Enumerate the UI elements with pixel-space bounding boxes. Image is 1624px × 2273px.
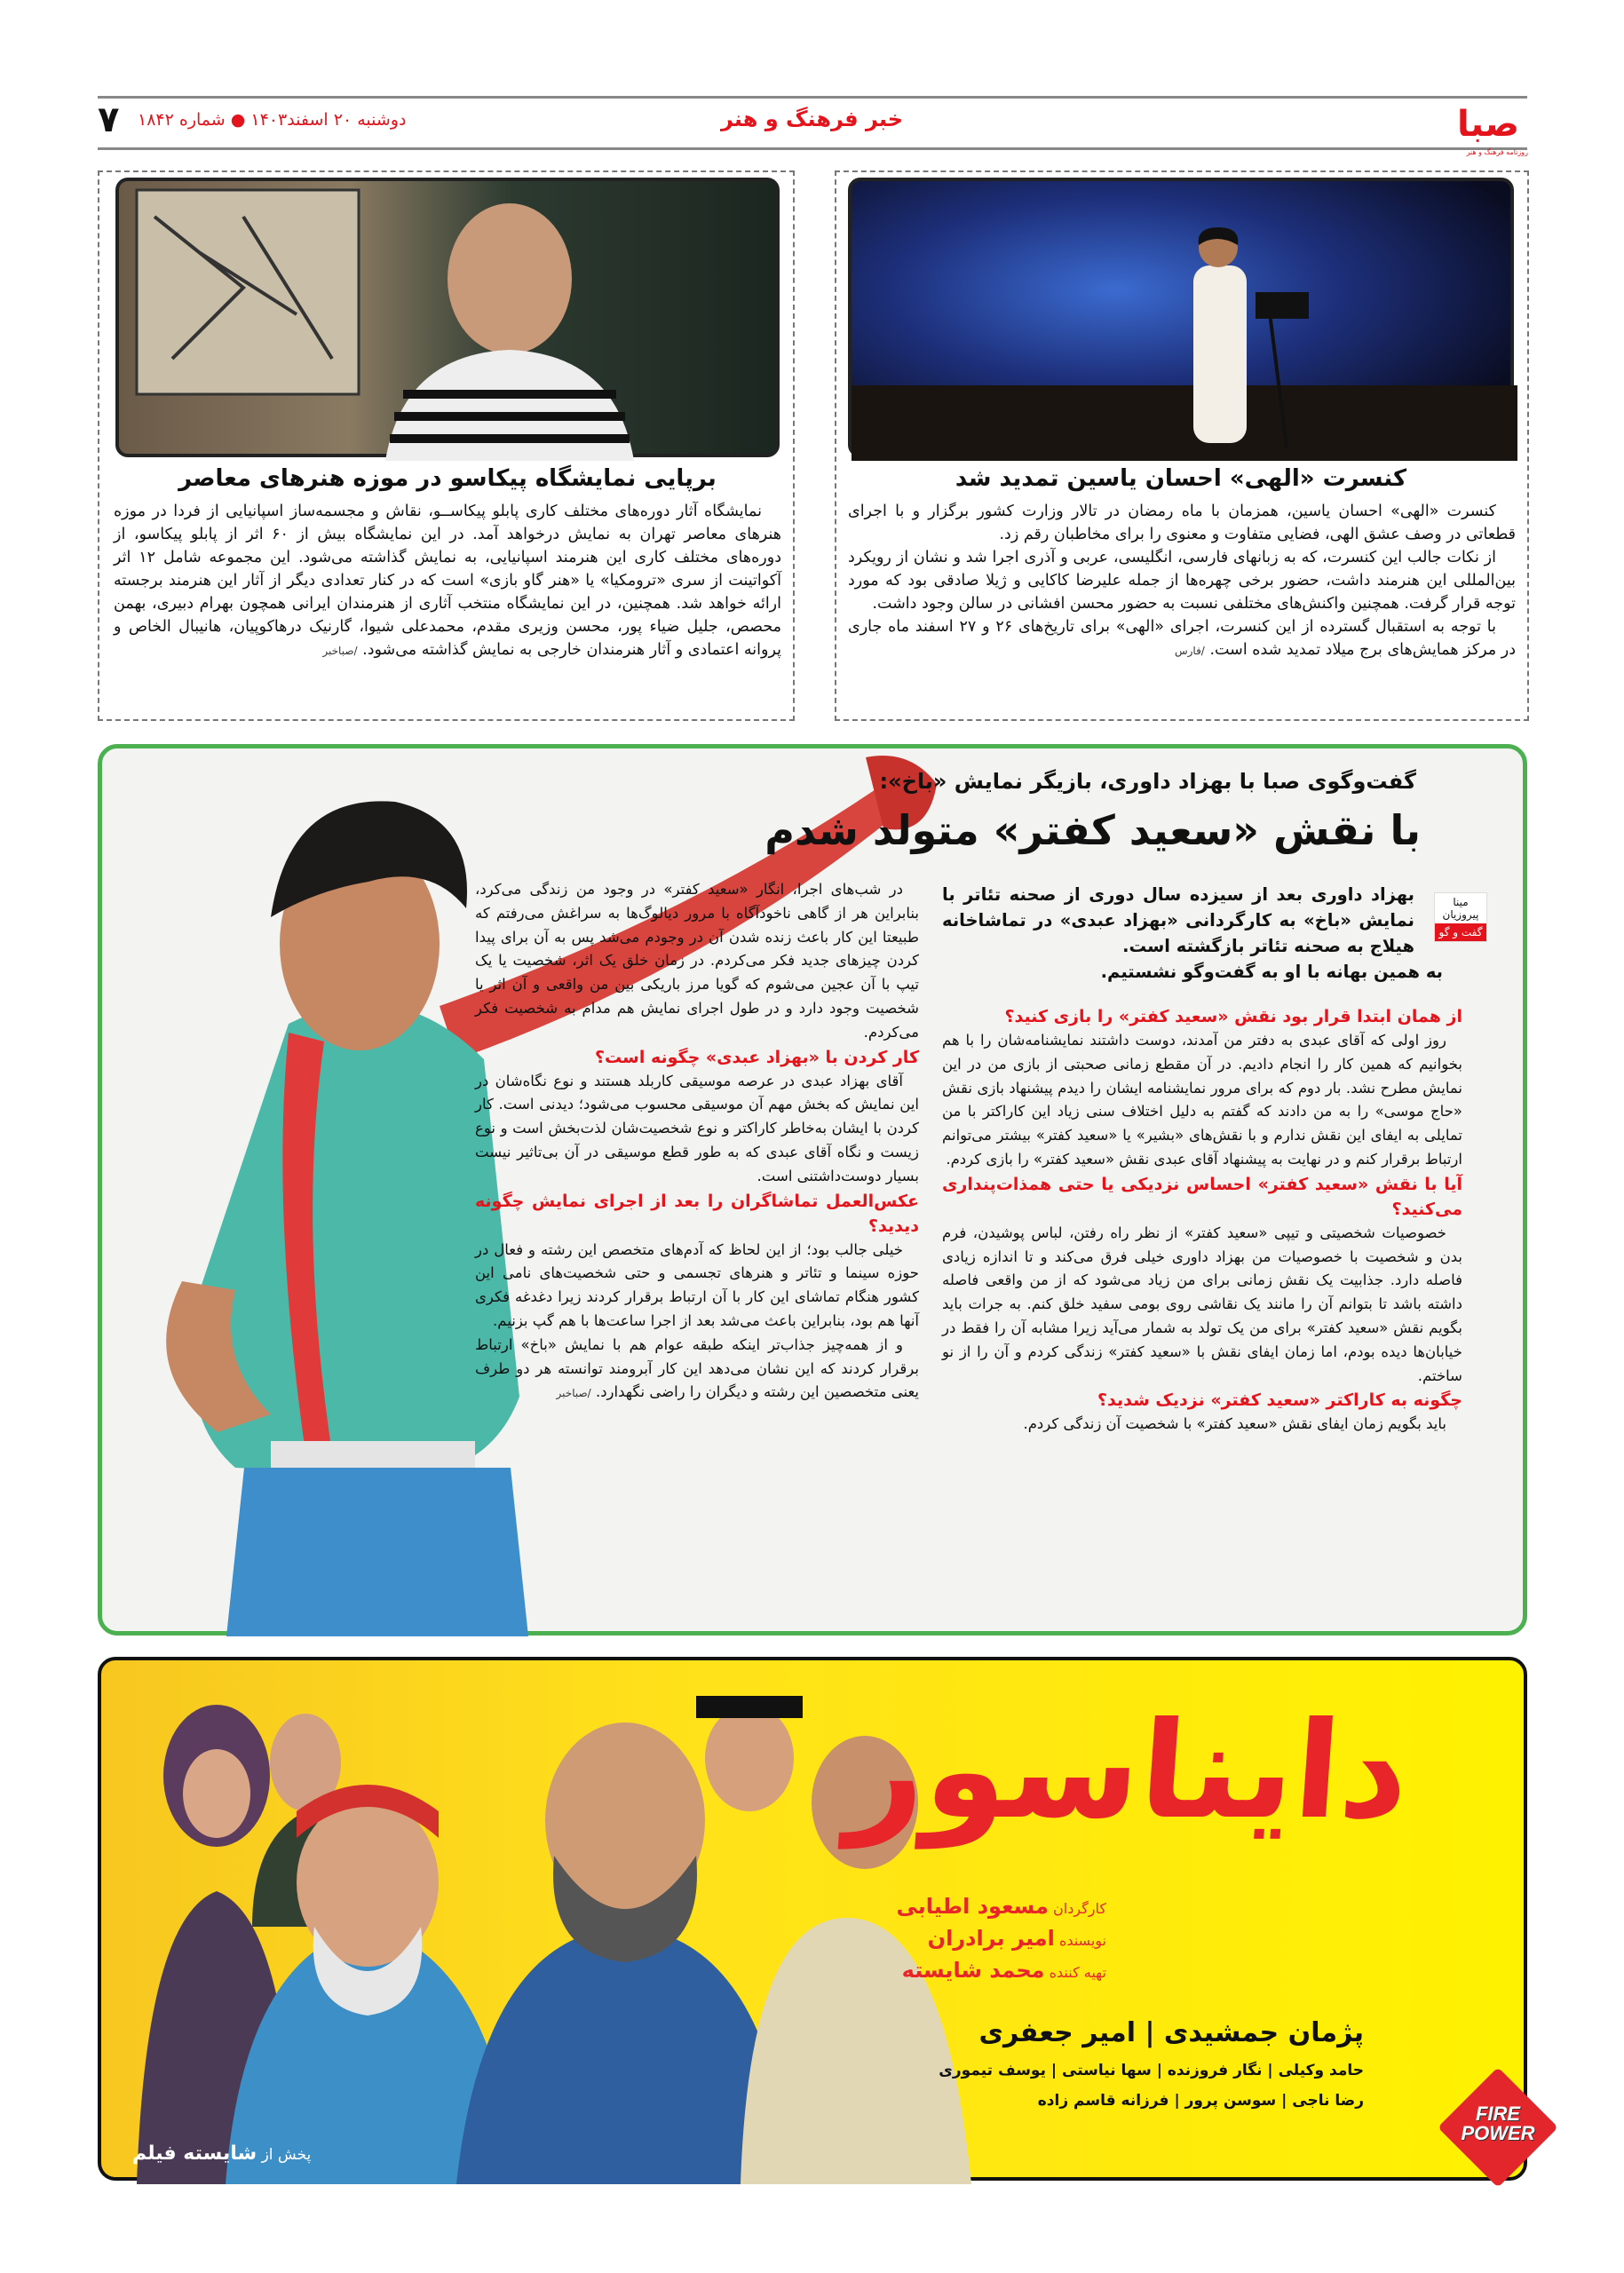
producer-credit: تهیه کننده محمد شایسته: [901, 1958, 1106, 1983]
concert-body: کنسرت «الهی» احسان یاسین، همزمان با ماه رمضان در تالار وزارت کشور برگزار و با اجرای قطعاتی در وصف عشق الهی، فضایی متفاوت و معنوی را برای مخاطبان رقم زد. از نکات جالب این کنسرت، که به زبانهای فارسی، انگلیسی، عربی و آذری اجرا شد و نشان از رویکرد بین‌المللی این هنرمند داشت، حضور برخی چهره‌ها از جمله علیرضا کاکایی و ژیلا صادقی بود که مورد توجه قرار گرفت. همچنین واکنش‌های مختلفی نسبت به حضور محسن افشانی در سالن وجود داشت. با توجه به استقبال گسترده از این کنسرت، اجرای «الهی» برای تاریخ‌های ۲۶ و ۲۷ اسفند ماه جاری در مرکز همایش‌های برج میلاد تمدید شده است. /فارس: [848, 503, 1516, 659]
answer: و از همه‌چیز جذاب‌تر اینکه طبقه عوام هم با نمایش «باخ» ارتباط برقرار کردند که این نشان می‌دهد این کار آبرومند توانسته هر دو طرف یعنی متخصصین این رشته و دیگران را راضی نگهدارد.: [475, 1335, 919, 1401]
interview-column-right: [942, 1004, 1462, 1437]
question: کار کردن با «بهزاد عبدی» چگونه است؟: [595, 1047, 919, 1067]
answer: خصوصیات شخصیتی و تیپی «سعید کفتر» از نظر راه رفتن، لباس پوشیدن، فرم بدن و شخصیت با خصوصیات من بهزاد داوری خیلی فرق می‌کند و تا اندازه زیادی فاصله دارد. جذابیت یک نقش زمانی برای من زیاد می‌شود که از من واقعی فاصله داشته باشد تا بتوانم آن را مانند یک نقاشی روی بومی سفید خلق کنم. به جرات باید بگویم نقش «سعید کفتر» برای من یک تولد به شمار می‌آید زیرا مشابه آن را فقط در خیابان‌ها دیده بودم، اما زمان ایفای نقش با «سعید کفتر» زندگی کردم و آن را از نو ساختم.: [942, 1224, 1462, 1384]
answer: خیلی جالب بود؛ از این لحاظ که آدم‌های متخصص این رشته و فعال در حوزه سینما و تئاتر و هنرهای تجسمی و حتی شخصیت‌های نامی این کشور هنگام تماشای این کار با آن ارتباط برقرار کردند زیرا دغدغه فکری آنها هم بود، بنابراین باعث می‌شد بعد از اجرا ساعت‌ها با هم گپ بزنیم.: [475, 1240, 919, 1329]
question: عکس‌العمل تماشاگران را بعد از اجرای نمایش چگونه دیدید؟: [475, 1191, 919, 1236]
singer-illustration: [852, 181, 1517, 461]
interview-lead-continued: به همین بهانه با او به گفت‌وگو نشستیم.: [1100, 962, 1443, 982]
source-credit: /صباخبر: [322, 645, 358, 657]
picasso-photo: [115, 178, 780, 457]
picasso-body: نمایشگاه آثار دوره‌های مختلف کاری پابلو پیکاســو، نقاش و مجسمه‌ساز اسپانیایی از فردا در موزه هنرهای معاصر تهران به نمایش درخواهد آمد. در این نمایشگاه بیش از ۶۰ اثر از پابلو پیکاسو، از دوره‌های مختلف کاری این هنرمند اسپانیایی، به نمایش گذاشته می‌شود. این مجموعه شامل ۱۲ اثر آکواتینت از سری «ترومکیا» یا «هنر گاو بازی» است که در کنار تعدادی دیگر از آثار این هنرمند برجسته ارائه خواهد شد. همچنین، در این نمایشگاه منتخب آثاری از هنرمندان ایرانی همچون بهرام دبیری، بهمن محصص، جلیل ضیاء پور، محسن وزیری مقدم، محمدعلی شیوا، گارنیک درهاکوپیان، هانیبال الخاص و پروانه اعتمادی و آثار هنرمندان خارجی به نمایش گذاشته می‌شود. /صباخبر: [114, 503, 782, 659]
issue-date: دوشنبه ۲۰ اسفند۱۴۰۳ ● شماره ۱۸۴۲: [138, 110, 407, 130]
picasso-portrait-illustration: [119, 181, 783, 461]
picasso-title: برپایی نمایشگاه پیکاسو در موزه هنرهای معاصر: [178, 465, 717, 492]
writer-credit: نویسنده امیر برادران: [927, 1926, 1106, 1951]
interview-feature: [98, 744, 1527, 1635]
category-tag: گفت و گو: [1435, 923, 1486, 941]
byline-badge: [1434, 892, 1487, 942]
answer: در شب‌های اجرا، انگار «سعید کفتر» در وجود من زندگی می‌کرد، بنابراین هر از گاهی ناخودآگاه با مرور دیالوگ‌ها به سراغش می‌رفتم که طبیعتا این کار باعث زنده شدن آن در وجودم می‌شد پس به آن برای پیدا کردن چیزهای جدید فکر می‌کردم. در زمان خلق یک اثر، شخصیت یا یک تیپ با آن عجین می‌شوم که گویا مرز باریکی بین من واقعی و آن اثر یا شخصیت وجود دارد و در طول اجرای نمایش هم مدام به شخصیت فکر می‌کردم.: [475, 881, 919, 1041]
header-rule-top: [98, 96, 1527, 99]
fire-power-logo-text: FIRE POWER: [1461, 2103, 1535, 2144]
interview-lead: بهزاد داوری بعد از سیزده سال دوری از صحنه تئاتر با نمایش «باخ» به کارگردانی «بهزاد عبدی» در تماشاخانه هیلاج به صحنه تئاتر بازگشته است.: [942, 884, 1414, 956]
header-rule-bottom: [98, 147, 1527, 150]
film-advertisement[interactable]: [98, 1657, 1535, 2181]
interview-column-left: [475, 878, 919, 1406]
page-number: ۷: [98, 99, 120, 140]
source-credit: /فارس: [1174, 645, 1205, 657]
lead-cast: پژمان جمشیدی | امیر جعفری: [978, 2017, 1364, 2048]
answer: آقای بهزاد عبدی در عرصه موسیقی کاربلد هستند و نوع نگاه‌شان در این نمایش که بخش مهم آن موسیقی محسوب می‌شود؛ دیدنی است. کار کردن با ایشان به‌خاطر کاراکتر و نوع شخصیت‌شان لذت‌بخش است و نوع زیست و نگاه آقای عبدی که به طور قطع موسیقی در آن بی‌تاثیر نیست بسیار دوست‌داشتنی است.: [475, 1072, 919, 1184]
concert-title: کنسرت «الهی» احسان یاسین تمدید شد: [955, 465, 1407, 492]
source-credit: /صباخبر: [556, 1387, 591, 1400]
author-name: مینا پیروزیان: [1442, 896, 1479, 921]
answer: روز اولی که آقای عبدی به دفتر من آمدند، دوست داشتند نمایشنامه‌شان را با هم بخوانیم که همین کار را انجام دادیم. در آن مقطع زمانی صحبتی از بازی من در این نمایش مطرح نشد. بار دوم که برای مرور نمایشنامه ایشان را دیدم پیشنهاد بازی نقش «حاج موسی» را به من دادند که گفتم به دلیل اختلاف سنی زیاد این کاراکتر با من تمایلی به ایفای این نقش ندارم و با نقش‌های «بشیر» یا «سعید کفتر» بیشتر می‌توانم ارتباط برقرار کنم و در نهایت به پیشنهاد آقای عبدی نقش «سعید کفتر» را بازی کردم.: [942, 1032, 1462, 1168]
film-title: دایناسور: [843, 1694, 1414, 1849]
interview-right-flow: [942, 882, 1487, 1437]
interview-kicker: گفت‌وگوی صبا با بهزاد داوری، بازیگر نمایش «باخ»:: [879, 769, 1416, 794]
question: چگونه به کاراکتر «سعید کفتر» نزدیک شدید؟: [1097, 1390, 1462, 1411]
cast-line-2: رضا ناجی | سوسن پرور | فرزانه قاسم زاده: [1037, 2092, 1364, 2110]
concert-photo: [848, 178, 1514, 457]
cast-photo-illustration: [101, 1660, 900, 2184]
distributor-credit: پخش از شایسته فیلم: [132, 2142, 312, 2165]
question: از همان ابتدا قرار بود نقش «سعید کفتر» را بازی کنید؟: [1004, 1007, 1462, 1026]
question: آیا با نقش «سعید کفتر» احساس نزدیکی یا حتی همذات‌پنداری می‌کنید؟: [942, 1174, 1462, 1219]
answer: باید بگویم زمان ایفای نقش «سعید کفتر» با شخصیت آن زندگی کردم.: [1023, 1415, 1446, 1433]
section-title: خبر فرهنگ و هنر: [720, 107, 904, 131]
newspaper-logo: صبا روزنامه فرهنگ و هنر: [1457, 104, 1528, 156]
interview-headline: با نقش «سعید کفتر» متولد شدم: [764, 806, 1421, 854]
cast-line-1: حامد وکیلی | نگار فروزنده | سها نیاستی | یوسف تیموری: [939, 2062, 1364, 2079]
director-credit: کارگردان مسعود اطیابی: [896, 1894, 1106, 1919]
